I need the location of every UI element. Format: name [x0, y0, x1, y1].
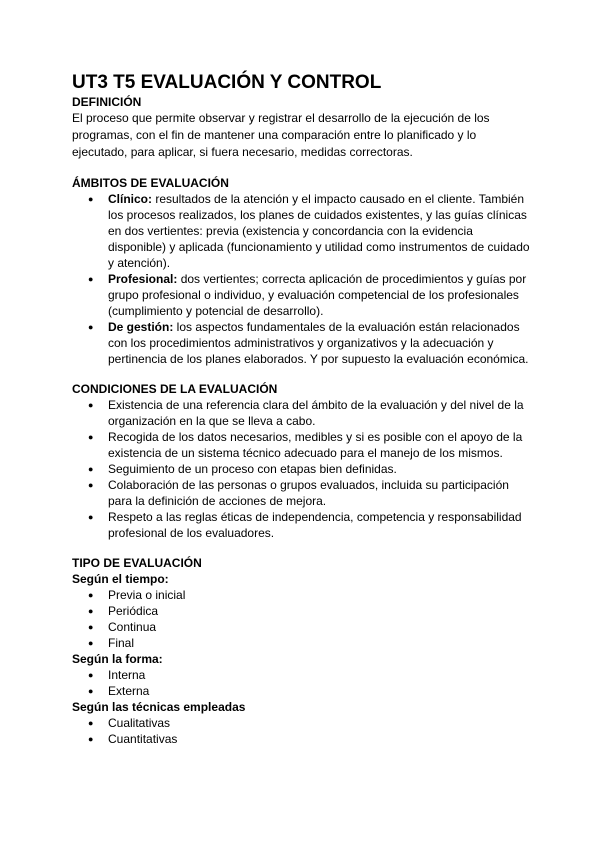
list-item: [72, 635, 532, 651]
bullet-icon: ●: [88, 480, 94, 490]
bullet-icon: ●: [88, 432, 94, 442]
tipo-forma-list: [72, 667, 532, 699]
bullet-icon: ●: [88, 512, 94, 522]
tipo-group-label: Según el tiempo:: [72, 572, 169, 586]
ambito-text: los aspectos fundamentales de la evaluación están relacionados con los procedimientos administrativos y organizativos y la adecuación y pertinencia de los planes elaborados. Y por supuesto la evaluación económica.: [108, 320, 529, 366]
bullet-icon: ●: [88, 464, 94, 474]
bullet-icon: ●: [88, 322, 94, 332]
tipo-item-text: Cuantitativas: [108, 732, 178, 746]
bullet-icon: ●: [88, 622, 94, 632]
tipo-item-text: Periódica: [108, 604, 159, 618]
bullet-icon: ●: [88, 400, 94, 410]
bullet-icon: ●: [88, 274, 94, 284]
tipo-item-text: Previa o inicial: [108, 588, 186, 602]
condicion-text: Existencia de una referencia clara del ámbito de la evaluación y del nivel de la organización en la que se lleva a cabo.: [108, 398, 524, 428]
list-item: [72, 461, 532, 477]
list-item: [72, 271, 532, 319]
list-item: [72, 731, 532, 747]
ambito-label: Clínico:: [108, 192, 152, 206]
list-item: [72, 715, 532, 731]
tipo-tecnicas-list: [72, 715, 532, 747]
list-item: [72, 509, 532, 541]
tipo-group-label: Según las técnicas empleadas: [72, 700, 246, 714]
bullet-icon: ●: [88, 686, 94, 696]
list-item: [72, 191, 532, 271]
condiciones-list: [72, 397, 532, 541]
ambito-label: De gestión:: [108, 320, 174, 334]
tipo-item-text: Cualitativas: [108, 716, 171, 730]
bullet-icon: ●: [88, 194, 94, 204]
list-item: [72, 319, 532, 367]
page-title: UT3 T5 EVALUACIÓN Y CONTROL: [72, 72, 382, 93]
bullet-icon: ●: [88, 638, 94, 648]
ambitos-list: [72, 191, 532, 367]
section-heading-ambitos: ÁMBITOS DE EVALUACIÓN: [72, 176, 229, 190]
tipo-tiempo-list: [72, 587, 532, 651]
condicion-text: Colaboración de las personas o grupos evaluados, incluida su participación para la definición de acciones de mejora.: [108, 478, 509, 508]
condicion-text: Seguimiento de un proceso con etapas bien definidas.: [108, 462, 397, 476]
bullet-icon: ●: [88, 590, 94, 600]
tipo-item-text: Externa: [108, 684, 150, 698]
list-item: [72, 619, 532, 635]
condicion-text: Recogida de los datos necesarios, medibles y si es posible con el apoyo de la existencia de un sistema técnico adecuado para el manejo de los mismos.: [108, 430, 523, 460]
list-item: [72, 667, 532, 683]
document-content: [72, 72, 532, 747]
section-heading-definicion: DEFINICIÓN: [72, 95, 142, 109]
list-item: [72, 477, 532, 509]
section-heading-tipo: TIPO DE EVALUACIÓN: [72, 556, 202, 570]
section-heading-condiciones: CONDICIONES DE LA EVALUACIÓN: [72, 382, 278, 396]
ambito-text: dos vertientes; correcta aplicación de procedimientos y guías por grupo profesional o individuo, y evaluación competencial de los profesionales (cumplimiento y potencial de desarrollo).: [108, 272, 527, 318]
list-item: [72, 587, 532, 603]
tipo-item-text: Continua: [108, 620, 157, 634]
bullet-icon: ●: [88, 670, 94, 680]
tipo-group-label: Según la forma:: [72, 652, 163, 666]
bullet-icon: ●: [88, 718, 94, 728]
list-item: [72, 603, 532, 619]
tipo-item-text: Interna: [108, 668, 146, 682]
ambito-label: Profesional:: [108, 272, 178, 286]
definicion-text: El proceso que permite observar y registrar el desarrollo de la ejecución de los programas, con el fin de mantener una comparación entre lo planificado y lo ejecutado, para aplicar, si fuera necesario, medidas correctoras.: [72, 111, 490, 159]
tipo-item-text: Final: [108, 636, 135, 650]
list-item: [72, 429, 532, 461]
list-item: [72, 683, 532, 699]
bullet-icon: ●: [88, 606, 94, 616]
ambito-text: resultados de la atención y el impacto causado en el cliente. También los procesos realizados, los planes de cuidados existentes, y las guías clínicas en dos vertientes: previa (existencia y concordancia con la evidencia disponible) y aplicada (funcionamiento y utilidad como instrumentos de cuidado y atención).: [108, 192, 530, 270]
bullet-icon: ●: [88, 734, 94, 744]
condicion-text: Respeto a las reglas éticas de independencia, competencia y responsabilidad profesional de los evaluadores.: [108, 510, 522, 540]
list-item: [72, 397, 532, 429]
